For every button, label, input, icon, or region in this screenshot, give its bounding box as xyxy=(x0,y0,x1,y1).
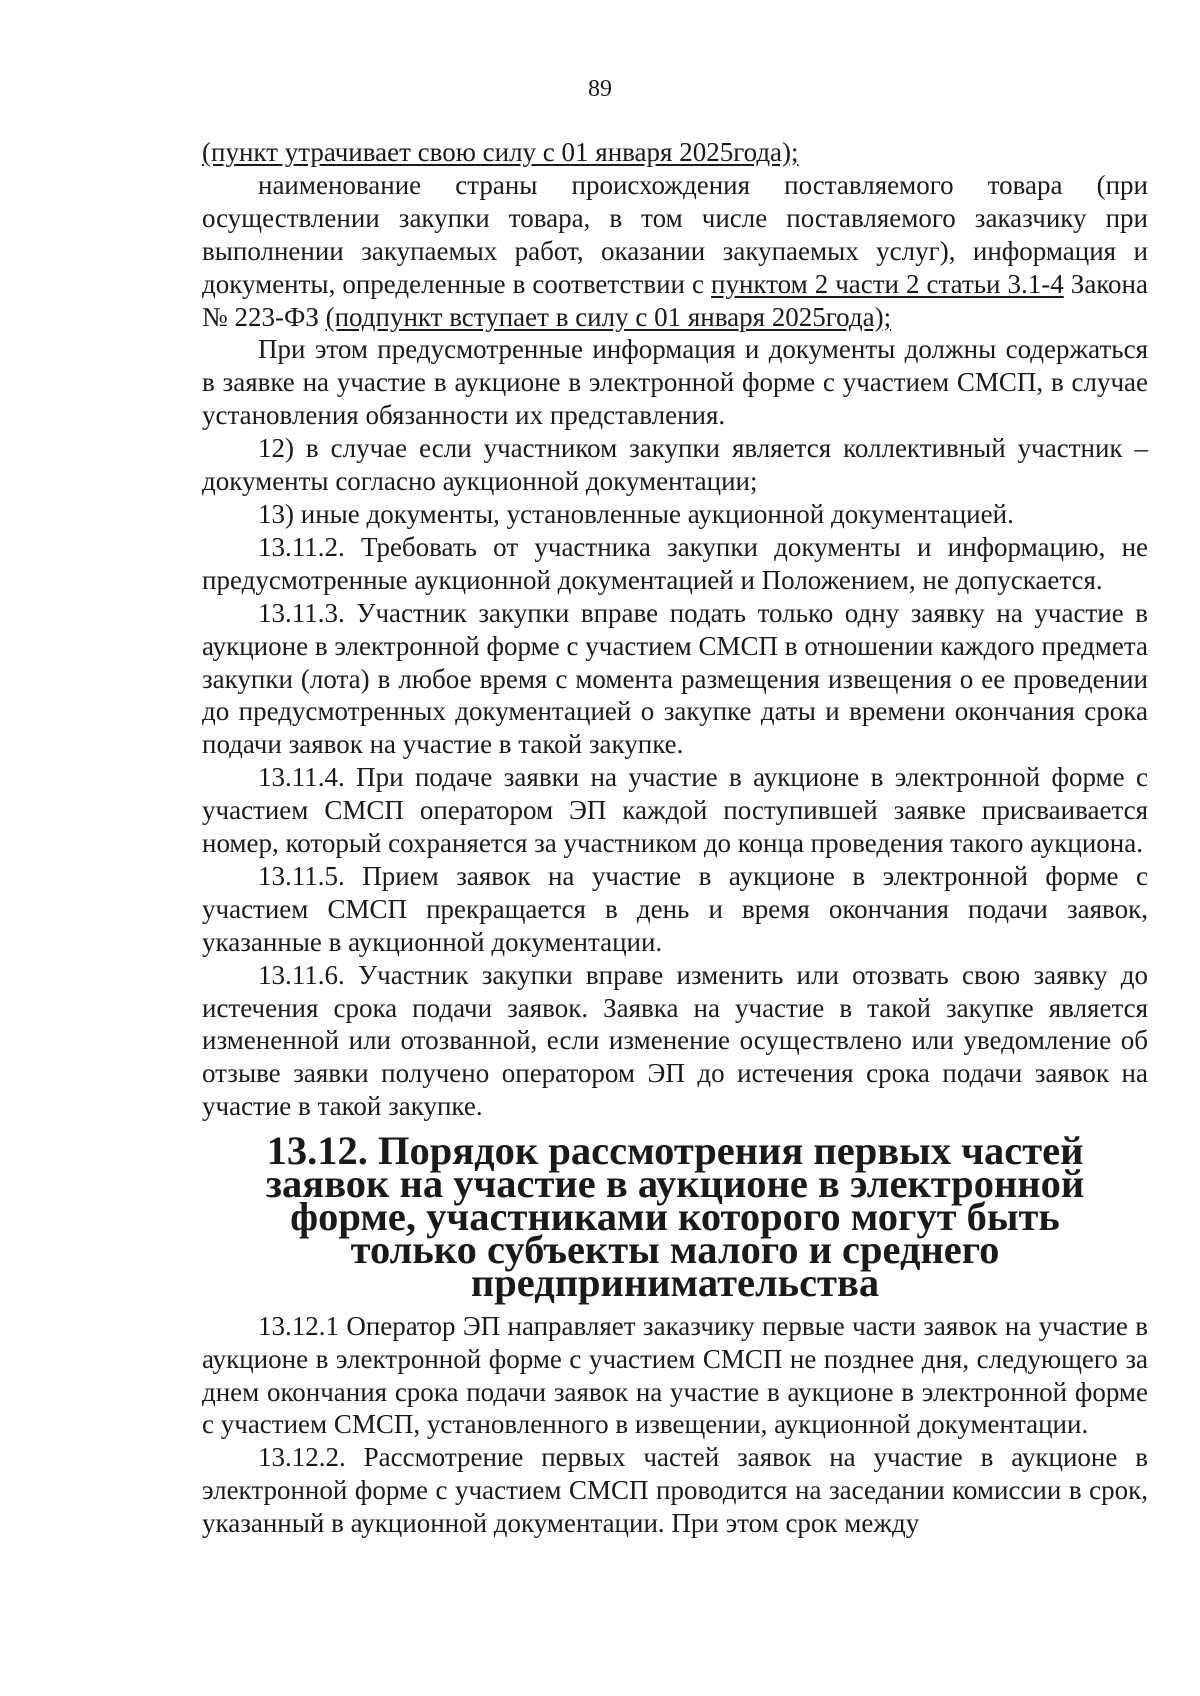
paragraph-country-of-origin xyxy=(202,169,1148,334)
paragraph-13-11-3: 13.11.3. Участник закупки вправе подать только одну заявку на участие в аукционе в электронной форме с участием СМСП в отношении каждого предмета закупки (лота) в любое время с момента размещения извещения о ее проведении до предусмотренных документацией о закупке даты и времени окончания срока подачи заявок на участие в такой закупке. xyxy=(202,597,1148,760)
text-run: Закона № 223-ФЗ xyxy=(202,268,1148,332)
paragraph-item-13: 13) иные документы, установленные аукционной документацией. xyxy=(258,498,1014,529)
underlined-note: (пункт утрачивает свою силу с 01 января 2025года); xyxy=(202,137,799,167)
underlined-law-reference: пунктом 2 части 2 статьи 3.1-4 xyxy=(711,268,1064,299)
paragraph-13-12-1: 13.12.1 Оператор ЭП направляет заказчику первые части заявок на участие в аукционе в электронной форме с участием СМСП не позднее дня, следующего за днем окончания срока подачи заявок на участие в аукционе в электронной форме с участием СМСП, установленного в извещении, аукционной документации. xyxy=(202,1310,1148,1440)
text-run: наименование страны происхождения поставляемого товара (при осуществлении закупки товара, в том числе поставляемого заказчику при выполнении закупаемых работ, оказании закупаемых услуг), информация и документы, определенные в соответствии с xyxy=(202,169,1148,299)
paragraph-13-11-2: 13.11.2. Требовать от участника закупки документы и информацию, не предусмотренные аукционной документацией и Положением, не допускается. xyxy=(202,531,1148,595)
paragraph-13-12-2: 13.12.2. Рассмотрение первых частей заявок на участие в аукционе в электронной форме с участием СМСП проводится на заседании комиссии в срок, указанный в аукционной документации. При этом срок между xyxy=(202,1442,1148,1539)
paragraph-information-documents: При этом предусмотренные информация и документы должны содержаться в заявке на участие в аукционе в электронной форме с участием СМСП, в случае установления обязанности их представления. xyxy=(202,334,1148,431)
document-body xyxy=(202,136,1148,1540)
paragraph-lost-force-note xyxy=(202,136,1148,169)
underlined-effective-note: (подпункт вступает в силу с 01 января 2025года); xyxy=(325,301,892,332)
paragraph-13-11-6: 13.11.6. Участник закупки вправе изменить или отозвать свою заявку до истечения срока подачи заявок. Заявка на участие в такой закупке является измененной или отозванной, если изменение осуществлено или уведомление об отзыве заявки получено оператором ЭП до истечения срока подачи заявок на участие в такой закупке. xyxy=(202,959,1148,1122)
page-number: 89 xyxy=(588,76,612,102)
paragraph-13-11-5: 13.11.5. Прием заявок на участие в аукционе в электронной форме с участием СМСП прекращается в день и время окончания подачи заявок, указанные в аукционной документации. xyxy=(202,860,1148,957)
paragraph-item-12: 12) в случае если участником закупки является коллективный участник – документы согласно аукционной документации; xyxy=(202,433,1148,497)
section-heading-13-12: 13.12. Порядок рассмотрения первых частей заявок на участие в аукционе в электронной форме, участниками которого могут быть только субъекты малого и среднего предпринимательства xyxy=(265,1128,1085,1305)
paragraph-13-11-4: 13.11.4. При подаче заявки на участие в аукционе в электронной форме с участием СМСП оператором ЭП каждой поступившей заявке присваивается номер, который сохраняется за участником до конца проведения такого аукциона. xyxy=(202,762,1148,859)
